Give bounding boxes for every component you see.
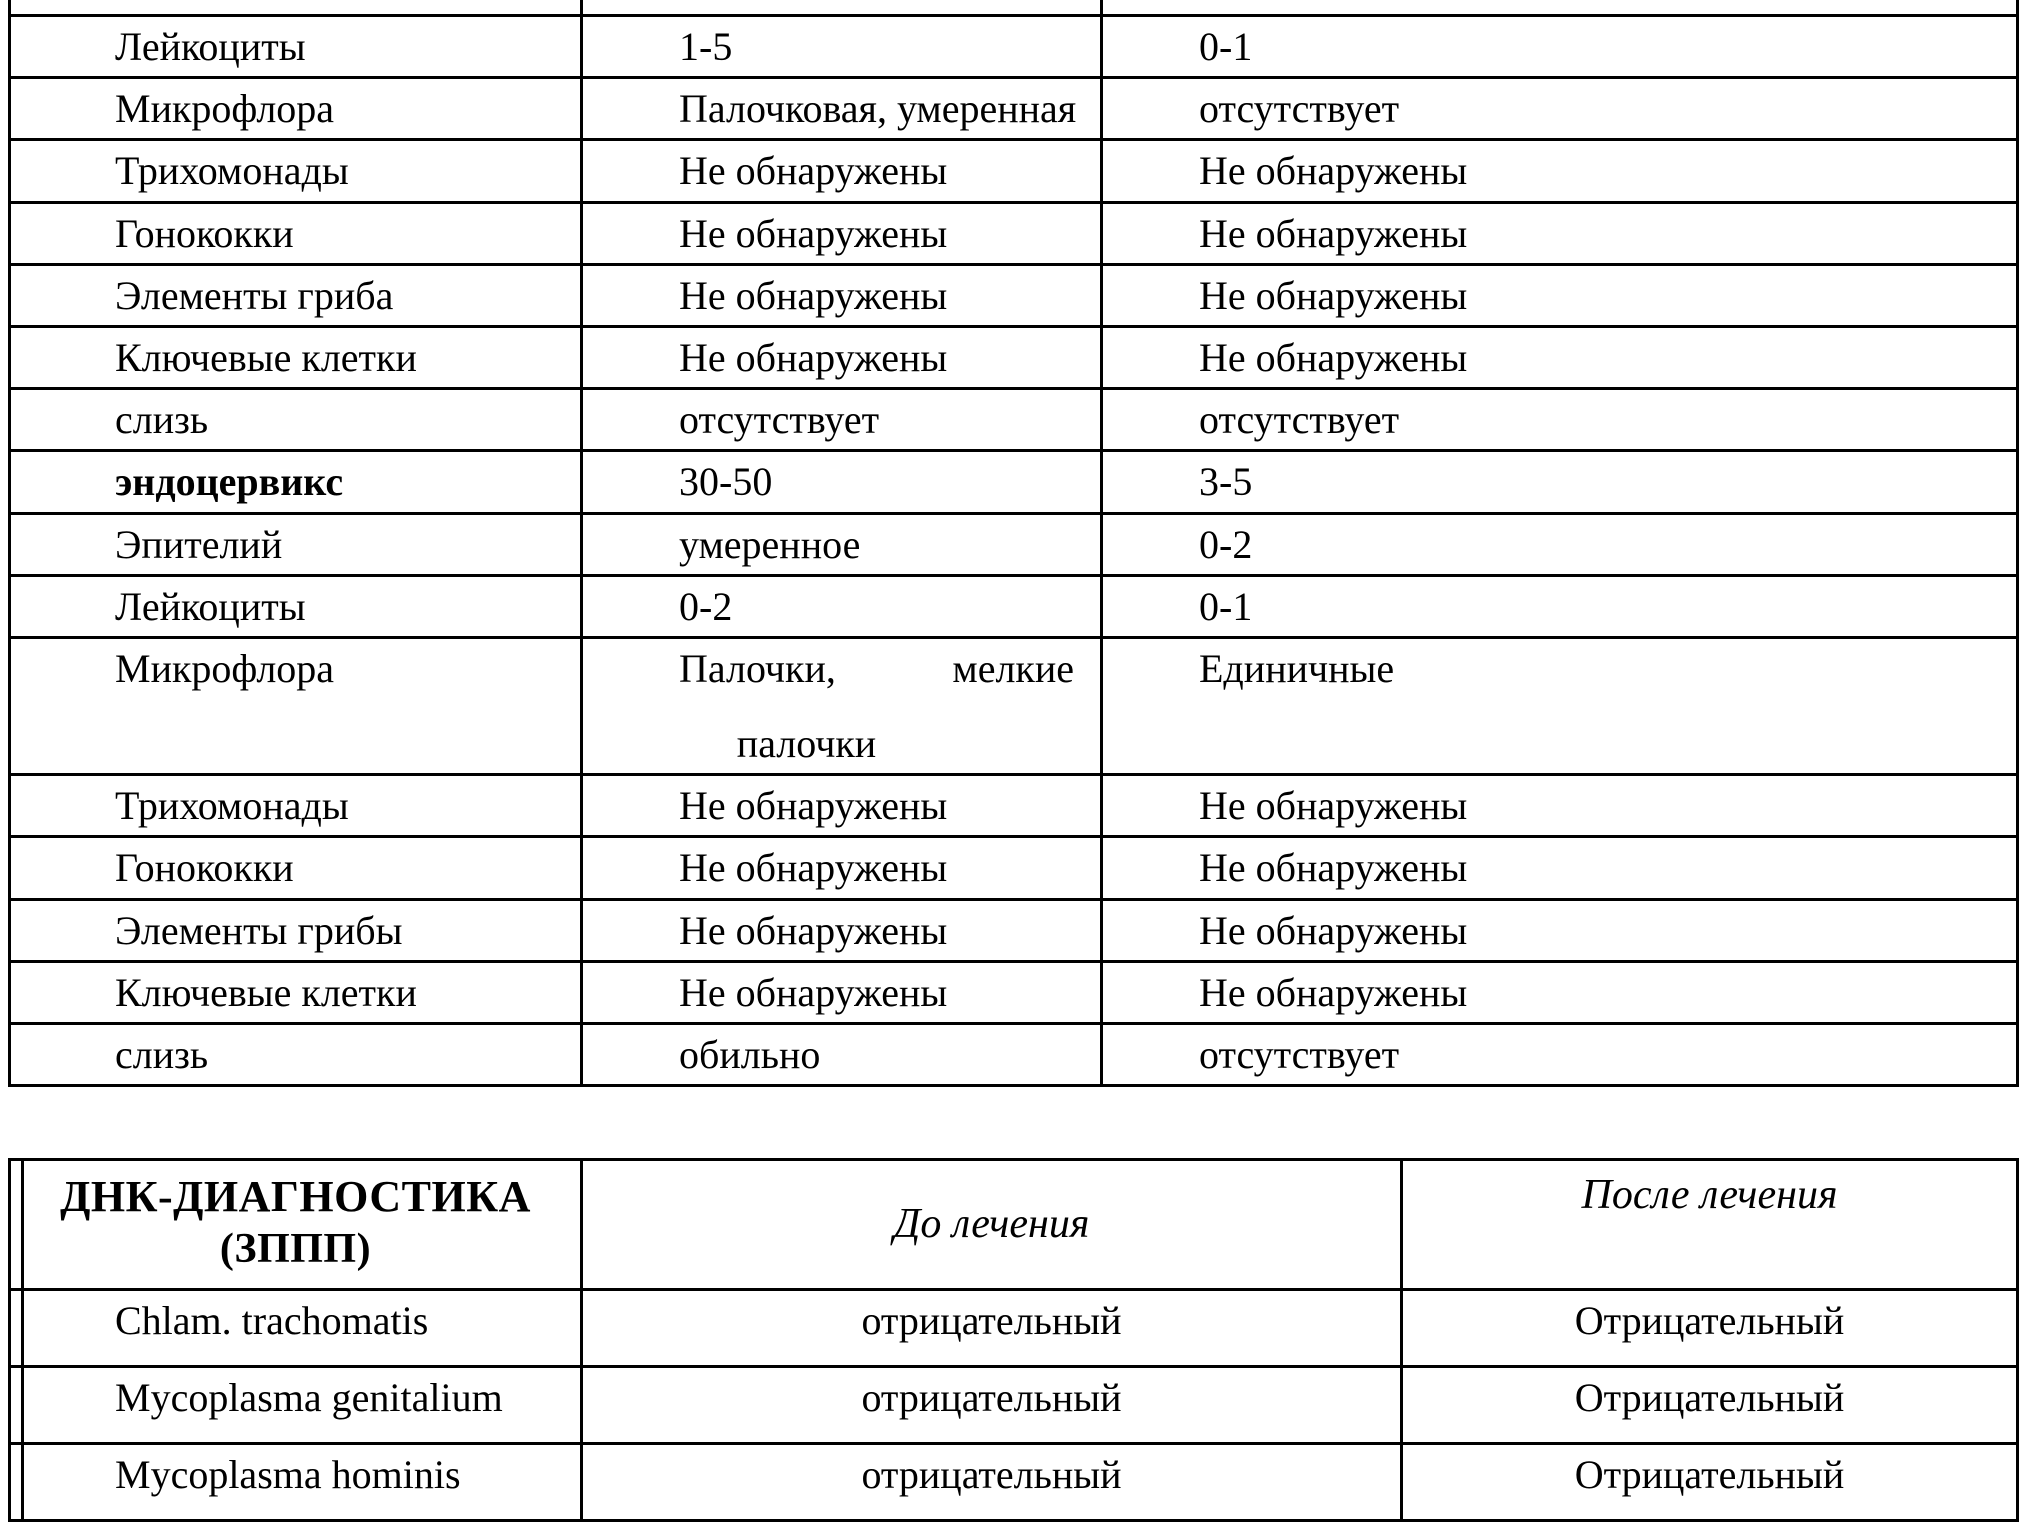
dna-after-cell: Отрицательный xyxy=(1402,1290,2018,1367)
table-row xyxy=(10,837,2018,899)
smear-param-cell: Гонококки xyxy=(10,837,582,899)
smear-before-cell: 30-50 xyxy=(582,451,1102,513)
dna-name-cell: Mycoplasma hominis xyxy=(10,1444,582,1521)
smear-after-cell: отсутствует xyxy=(1102,389,2018,451)
table-row xyxy=(10,389,2018,451)
smear-header-remnant-row xyxy=(10,0,2018,16)
dna-header-after: После лечения xyxy=(1402,1160,2018,1290)
dna-before-cell: отрицательный xyxy=(582,1290,1402,1367)
table-row xyxy=(10,140,2018,202)
dna-before-cell: отрицательный xyxy=(582,1367,1402,1444)
smear-after-cell: 0-2 xyxy=(1102,513,2018,575)
dna-header-title: ДНК-ДИАГНОСТИКА xyxy=(60,1172,531,1221)
smear-after-cell: Не обнаружены xyxy=(1102,961,2018,1023)
smear-after-cell: Не обнаружены xyxy=(1102,202,2018,264)
smear-header-remnant-before xyxy=(582,0,1102,16)
smear-param-cell: слизь xyxy=(10,389,582,451)
smear-before-cell: Не обнаружены xyxy=(582,202,1102,264)
smear-param-cell: слизь xyxy=(10,1024,582,1086)
smear-param-cell: Трихомонады xyxy=(10,140,582,202)
smear-before-cell xyxy=(582,637,1102,774)
smear-after-cell: Не обнаружены xyxy=(1102,264,2018,326)
smear-before-cell: отсутствует xyxy=(582,389,1102,451)
smear-param-cell: Микрофлора xyxy=(10,78,582,140)
table-row xyxy=(10,1367,2018,1444)
smear-param-cell: Лейкоциты xyxy=(10,575,582,637)
smear-param-cell: Лейкоциты xyxy=(10,16,582,78)
table-row xyxy=(10,775,2018,837)
smear-after-cell: Не обнаружены xyxy=(1102,140,2018,202)
smear-before-cell: Не обнаружены xyxy=(582,140,1102,202)
smear-after-cell: отсутствует xyxy=(1102,1024,2018,1086)
smear-after-cell: 3-5 xyxy=(1102,451,2018,513)
smear-param-cell: Ключевые клетки xyxy=(10,326,582,388)
smear-before-cell: умеренное xyxy=(582,513,1102,575)
table-row xyxy=(10,513,2018,575)
smear-param-cell: Гонококки xyxy=(10,202,582,264)
smear-before-line1: Палочки, мелкие xyxy=(679,645,1074,691)
smear-header-remnant-after xyxy=(1102,0,2018,16)
smear-microscopy-table xyxy=(8,0,2019,1087)
table-row xyxy=(10,961,2018,1023)
smear-before-cell: 0-2 xyxy=(582,575,1102,637)
table-row xyxy=(10,1024,2018,1086)
smear-before-cell: Не обнаружены xyxy=(582,326,1102,388)
smear-param-cell: эндоцервикс xyxy=(10,451,582,513)
table-row xyxy=(10,899,2018,961)
table-row xyxy=(10,78,2018,140)
smear-before-cell: 1-5 xyxy=(582,16,1102,78)
smear-before-cell: Палочковая, умеренная xyxy=(582,78,1102,140)
dna-after-cell: Отрицательный xyxy=(1402,1367,2018,1444)
table-row xyxy=(10,1290,2018,1367)
smear-param-cell: Трихомонады xyxy=(10,775,582,837)
dna-header-subtitle: (ЗППП) xyxy=(219,1225,372,1272)
smear-table-container xyxy=(8,0,2016,1087)
table-row xyxy=(10,1444,2018,1521)
table-row xyxy=(10,264,2018,326)
table-row xyxy=(10,637,2018,774)
table-row xyxy=(10,16,2018,78)
smear-param-cell: Элементы гриба xyxy=(10,264,582,326)
smear-before-cell: Не обнаружены xyxy=(582,961,1102,1023)
table-row xyxy=(10,202,2018,264)
dna-header-title-cell xyxy=(10,1160,582,1290)
smear-after-cell: Не обнаружены xyxy=(1102,775,2018,837)
smear-before-cell: Не обнаружены xyxy=(582,837,1102,899)
dna-after-cell: Отрицательный xyxy=(1402,1444,2018,1521)
smear-before-cell: Не обнаружены xyxy=(582,775,1102,837)
dna-table-container xyxy=(8,1158,2016,1522)
smear-header-remnant-param xyxy=(10,0,582,16)
dna-header-row xyxy=(10,1160,2018,1290)
smear-before-line2: палочки xyxy=(736,721,877,767)
smear-after-cell: отсутствует xyxy=(1102,78,2018,140)
dna-diagnostics-table xyxy=(8,1158,2019,1522)
smear-before-cell: Не обнаружены xyxy=(582,264,1102,326)
smear-after-cell: Не обнаружены xyxy=(1102,326,2018,388)
table-row xyxy=(10,326,2018,388)
smear-param-cell: Микрофлора xyxy=(10,637,582,774)
smear-after-cell: Не обнаружены xyxy=(1102,899,2018,961)
table-row xyxy=(10,451,2018,513)
table-row xyxy=(10,575,2018,637)
smear-after-cell: 0-1 xyxy=(1102,575,2018,637)
smear-before-cell: Не обнаружены xyxy=(582,899,1102,961)
dna-name-cell: Chlam. trachomatis xyxy=(10,1290,582,1367)
smear-after-cell: 0-1 xyxy=(1102,16,2018,78)
dna-header-before: До лечения xyxy=(582,1160,1402,1290)
smear-after-cell: Единичные xyxy=(1102,637,2018,774)
smear-param-cell: Элементы грибы xyxy=(10,899,582,961)
smear-after-cell: Не обнаружены xyxy=(1102,837,2018,899)
smear-param-cell: Эпителий xyxy=(10,513,582,575)
dna-name-cell: Mycoplasma genitalium xyxy=(10,1367,582,1444)
smear-param-cell: Ключевые клетки xyxy=(10,961,582,1023)
dna-before-cell: отрицательный xyxy=(582,1444,1402,1521)
smear-before-cell: обильно xyxy=(582,1024,1102,1086)
